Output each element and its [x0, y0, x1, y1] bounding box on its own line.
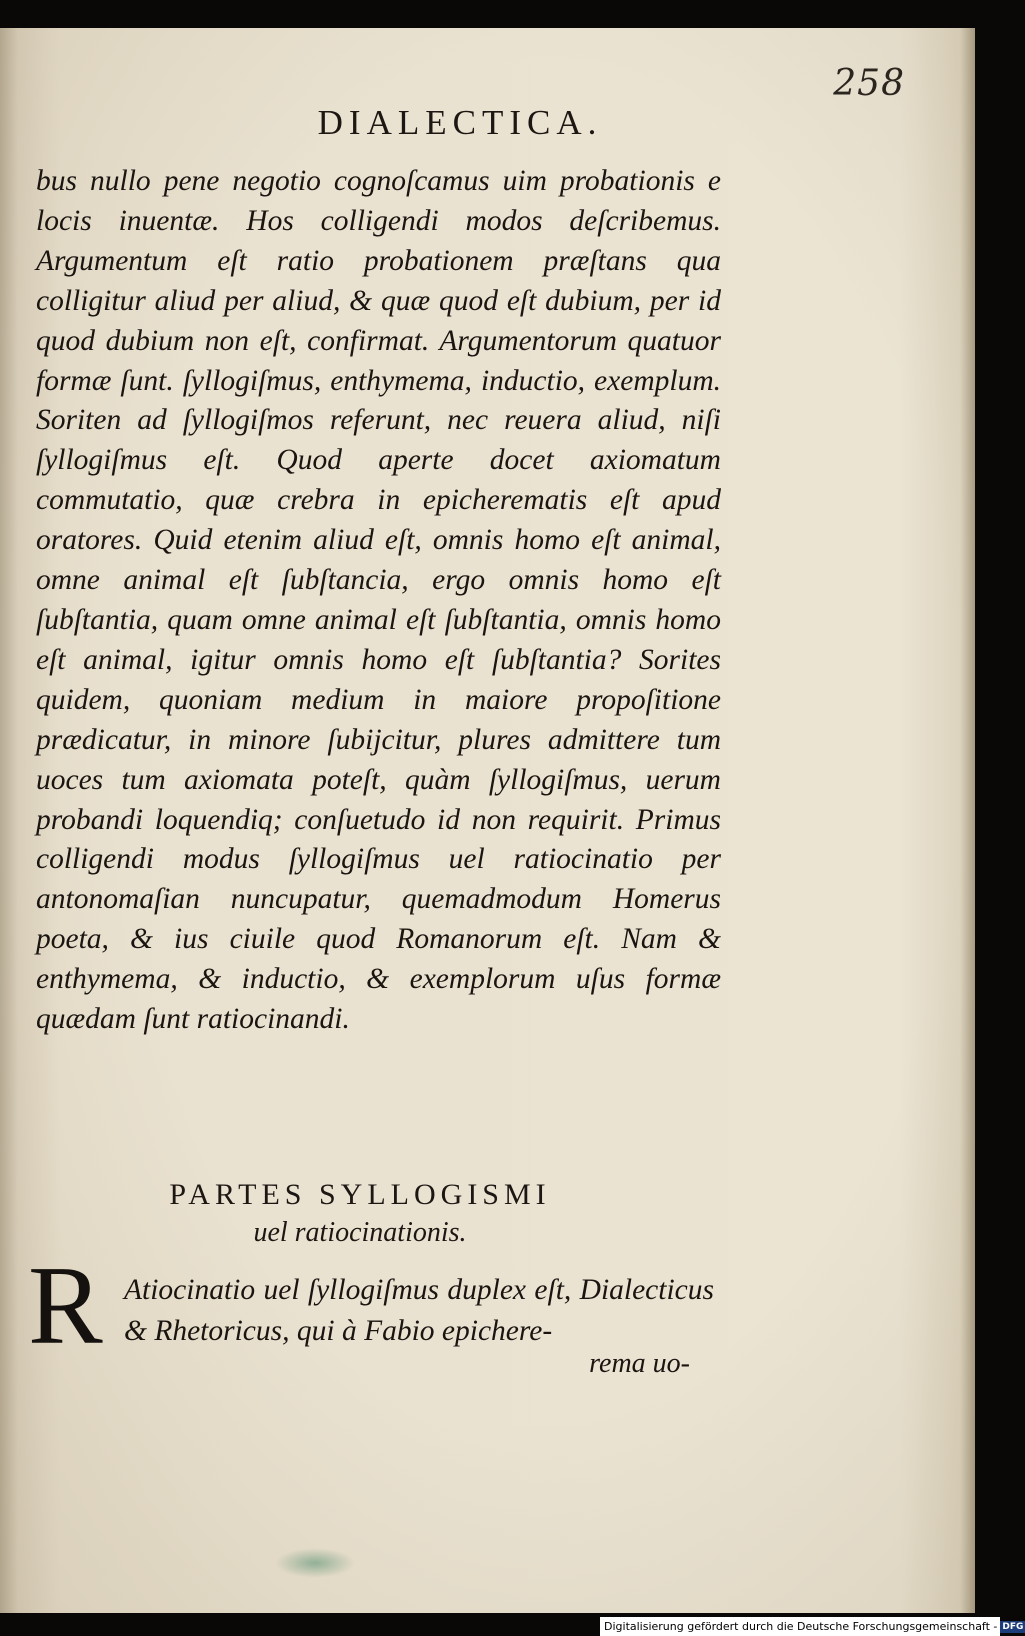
running-head: DIALECTICA. [317, 103, 603, 142]
body-text: bus nullo pene negotio cognoſcamus uim probationis e locis inuentæ. Hos colligendi modos deſcribemus. Argumentum eſt ratio probationem præſtans qua colligitur aliud per aliud, & quæ quod eſt dubium, per id quod dubium non eſt, confirmat. Argumentorum quatuor formæ ſunt. ſyllogiſmus, enthymema, inductio, exemplum. Soriten ad ſyllogiſmos referunt, nec reuera aliud, niſi ſyllogiſmus eſt. Quod aperte docet axiomatum commutatio, quæ crebra in epicherematis eſt apud oratores. Quid etenim aliud eſt, omnis homo eſt animal, omne animal eſt ſubſtancia, ergo omnis homo eſt ſubſtantia, quam omne animal eſt ſubſtantia, omnis homo eſt animal, igitur omnis homo eſt ſubſtantia? Sorites quidem, quoniam medium in maiore propoſitione prædicatur, in minore ſubijcitur, plures admittere tum uoces tum axiomata poteſt, quàm ſyllogiſmus, uerum probandi loquendiq; conſuetudo id non requirit. Primus colligendi modus ſyllogiſmus uel ratiocinatio per antonomaſian nuncupatur, quemadmodum Homerus poeta, & ius ciuile quod Romanorum eſt. Nam & enthymema, & inductio, & exemplorum uſus formæ quædam ſunt ratiocinandi. [36, 165, 721, 1036]
book-page [0, 28, 975, 1613]
drop-cap: R [28, 1244, 103, 1368]
page-number: 258 [833, 63, 905, 104]
section-subheading: uel ratiocinationis. [253, 1217, 467, 1248]
section-heading: PARTES SYLLOGISMI [169, 1178, 551, 1211]
paragraph-text: Atiocinatio uel ſyllogiſmus duplex eſt, Dialecticus & Rhetoricus, qui à Fabio epichere- [124, 1274, 714, 1347]
digitization-footer [600, 1617, 1024, 1636]
dfg-logo-icon: DFG [1002, 1622, 1024, 1632]
catchword: rema uo- [589, 1348, 690, 1379]
footer-text: Digitalisierung gefördert durch die Deutsche Forschungsgemeinschaft - [604, 1620, 998, 1633]
